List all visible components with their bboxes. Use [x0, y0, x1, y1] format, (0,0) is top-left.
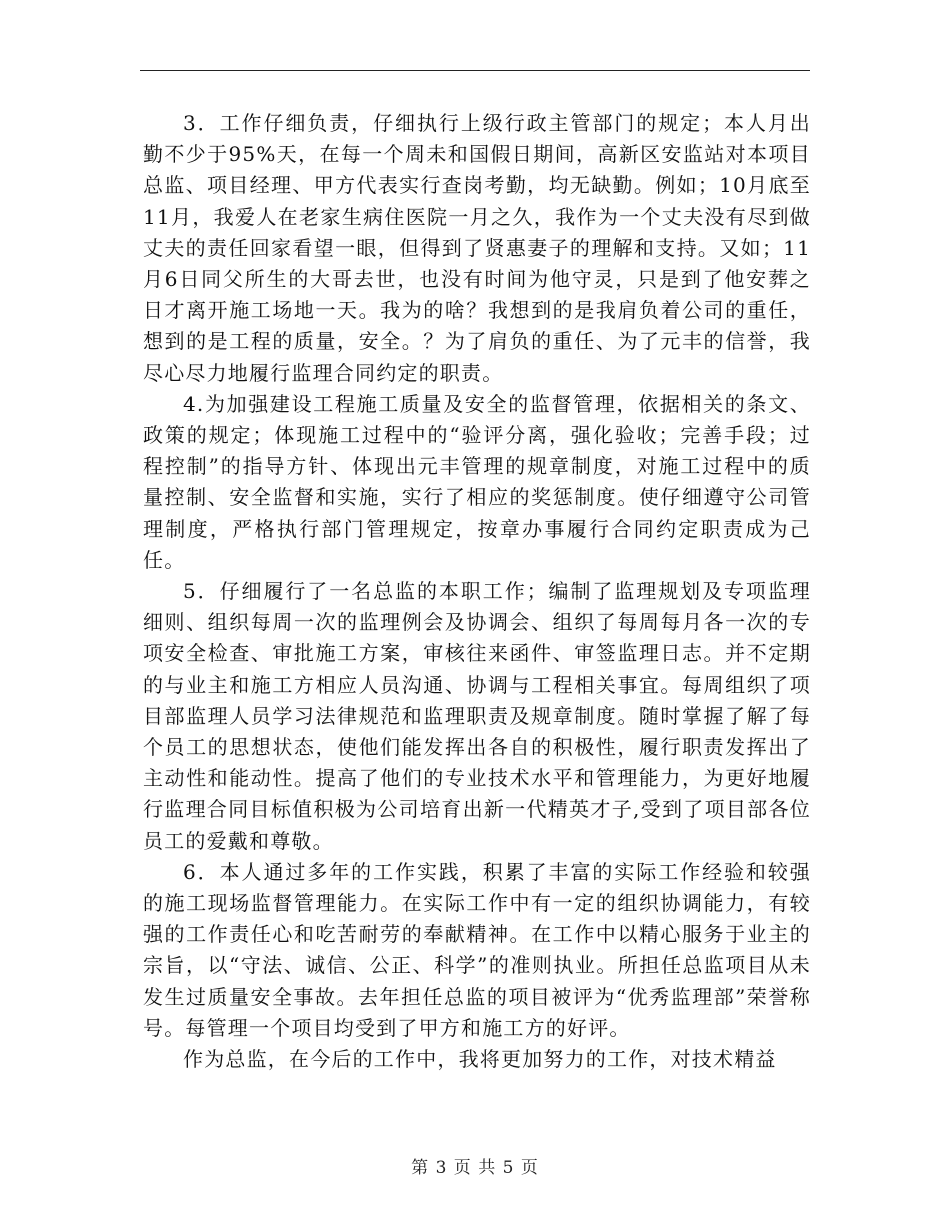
- paragraph-item-3: 3．工作仔细负责，仔细执行上级行政主管部门的规定；本人月出勤不少于95%天，在每一个周未和国假日期间，高新区安监站对本项目总监、项目经理、甲方代表实行查岗考勤，均无缺勤。例如；10月底至11月，我爱人在老家生病住医院一月之久，我作为一个丈夫没有尽到做丈夫的责任回家看望一眼，但得到了贤惠妻子的理解和支持。又如；11月6日同父所生的大哥去世，也没有时间为他守灵，只是到了他安葬之日才离开施工场地一天。我为的啥？我想到的是我肩负着公司的重任，想到的是工程的质量，安全。？为了肩负的重任、为了元丰的信誉，我尽心尽力地履行监理合同约定的职责。: [143, 111, 811, 385]
- paragraph-closing: 作为总监，在今后的工作中，我将更加努力的工作，对技术精益: [183, 1047, 777, 1072]
- paragraph-item-4: 4.为加强建设工程施工质量及安全的监督管理，依据相关的条文、政策的规定；体现施工过程中的“验评分离，强化验收；完善手段；过程控制”的指导方针、体现出元丰管理的规章制度，对施工过程中的质量控制、安全监督和实施，实行了相应的奖惩制度。使仔细遵守公司管理制度，严格执行部门管理规定，按章办事履行合同约定职责成为己任。: [143, 391, 811, 572]
- document-body: [143, 108, 811, 1075]
- page-number-footer: 第 3 页 共 5 页: [411, 1158, 539, 1178]
- paragraph-item-5: 5．仔细履行了一名总监的本职工作；编制了监理规划及专项监理细则、组织每周一次的监理例会及协调会、组织了每周每月各一次的专项安全检查、审批施工方案，审核往来函件、审签监理日志。并不定期的与业主和施工方相应人员沟通、协调与工程相关事宜。每周组织了项目部监理人员学习法律规范和监理职责及规章制度。随时掌握了解了每个员工的思想状态，使他们能发挥出各自的积极性，履行职责发挥出了主动性和能动性。提高了他们的专业技术水平和管理能力，为更好地履行监理合同目标值积极为公司培育出新一代精英才子,受到了项目部各位员工的爱戴和尊敬。: [143, 579, 811, 853]
- header-rule: [140, 70, 810, 71]
- paragraph-item-6: 6．本人通过多年的工作实践，积累了丰富的实际工作经验和较强的施工现场监督管理能力。在实际工作中有一定的组织协调能力，有较强的工作责任心和吃苦耐劳的奉献精神。在工作中以精心服务于业主的宗旨，以“守法、诚信、公正、科学”的准则执业。所担任总监项目从未发生过质量安全事故。去年担任总监的项目被评为“优秀监理部”荣誉称号。每管理一个项目均受到了甲方和施工方的好评。: [143, 859, 811, 1040]
